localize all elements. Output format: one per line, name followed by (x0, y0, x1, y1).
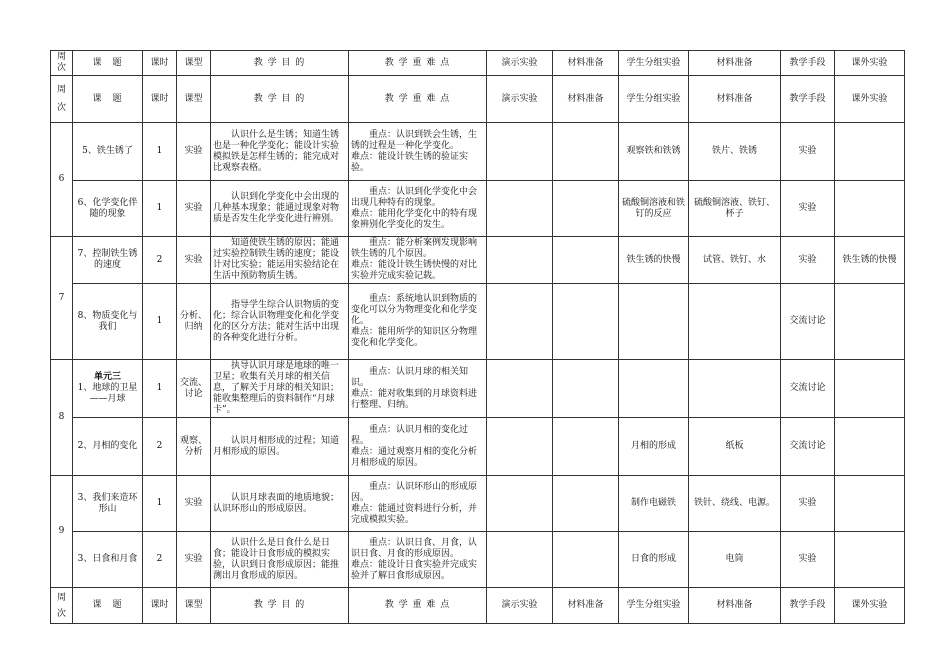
hours-cell: 2 (143, 532, 177, 588)
extra-cell: 铁生锈的快慢 (835, 237, 905, 284)
header-material2: 材料准备 (689, 76, 781, 123)
topic-cell: 5、铁生锈了 (73, 123, 143, 181)
goal-cell: 认识到化学变化中会出现的几种基本现象；能通过现象对物质是否发生化学变化进行辨别。 (211, 181, 349, 237)
demo-cell (487, 532, 553, 588)
header-material2: 材料准备 (689, 51, 781, 76)
topic-cell: 2、月相的变化 (73, 418, 143, 476)
hours-cell: 2 (143, 237, 177, 284)
topic-text: 1、地球的卫星——月球 (77, 383, 138, 404)
demo-cell (487, 360, 553, 418)
group-cell: 观察铁和铁锈 (619, 123, 689, 181)
hours-cell: 1 (143, 284, 177, 360)
extra-cell (835, 476, 905, 532)
goal-cell: 认识什么是生锈；知道生锈也是一种化学变化；能设计实验模拟铁是怎样生锈的；能完成对比观察表格。 (211, 123, 349, 181)
footer-header-row (51, 588, 905, 624)
type-cell: 分析、归纳 (177, 284, 211, 360)
topic-cell: 3、日食和月食 (73, 532, 143, 588)
header-topic: 课 题 (73, 76, 143, 123)
material-cell (553, 284, 619, 360)
material2-cell: 铁针、绕线、电源。 (689, 476, 781, 532)
goal-cell: 认识什么是日食什么是日食；能设计日食形成的模拟实验，认识到日食形成原因；能推测出月食形成的原因。 (211, 532, 349, 588)
material-cell (553, 532, 619, 588)
group-cell: 日食的形成 (619, 532, 689, 588)
extra-cell (835, 181, 905, 237)
header-type: 课型 (177, 51, 211, 76)
goal-cell: 指导学生综合认识物质的变化；综合认识物理变化和化学变化的区分方法；能对生活中出现的各种变化进行分析。 (211, 284, 349, 360)
header-goal: 教 学 目 的 (211, 588, 349, 624)
material-cell (553, 418, 619, 476)
extra-cell (835, 284, 905, 360)
key-cell: 重点：能分析案例发现影响铁生锈的几个原因。 难点：能设计铁生锈快慢的对比实验并完成实验记载。 (349, 237, 487, 284)
table-row (51, 476, 905, 532)
type-cell: 实验 (177, 532, 211, 588)
header-group: 学生分组实验 (619, 76, 689, 123)
hours-cell: 1 (143, 181, 177, 237)
material2-cell (689, 284, 781, 360)
header-demo: 演示实验 (487, 51, 553, 76)
demo-cell (487, 284, 553, 360)
material-cell (553, 181, 619, 237)
header-topic: 课 题 (73, 51, 143, 76)
header-hours: 课时 (143, 51, 177, 76)
header-material2: 材料准备 (689, 588, 781, 624)
demo-cell (487, 123, 553, 181)
table-row (51, 360, 905, 418)
table-row (51, 418, 905, 476)
topic-cell: 6、化学变化伴随的现象 (73, 181, 143, 237)
header-week: 周 次 (51, 51, 73, 76)
goal-cell: 认识月相形成的过程；知道月相形成的原因。 (211, 418, 349, 476)
header-material: 材料准备 (553, 51, 619, 76)
header-means: 教学手段 (781, 588, 835, 624)
header-hours: 课时 (143, 76, 177, 123)
week-cell: 8 (51, 360, 73, 476)
type-cell: 观察、分析 (177, 418, 211, 476)
means-cell: 交流讨论 (781, 284, 835, 360)
header-week: 周 次 (51, 76, 73, 123)
week-cell: 6 (51, 123, 73, 237)
header-means: 教学手段 (781, 76, 835, 123)
week-cell: 7 (51, 237, 73, 360)
material-cell (553, 123, 619, 181)
material-cell (553, 237, 619, 284)
material2-cell (689, 360, 781, 418)
material2-cell: 铁片、铁锈 (689, 123, 781, 181)
type-cell: 实验 (177, 181, 211, 237)
means-cell: 实验 (781, 123, 835, 181)
type-cell: 实验 (177, 476, 211, 532)
material2-cell: 硫酸铜溶液、铁钉、杯子 (689, 181, 781, 237)
table-row (51, 123, 905, 181)
header-topic: 课 题 (73, 588, 143, 624)
header-extra: 课外实验 (835, 76, 905, 123)
table-row (51, 181, 905, 237)
header-extra: 课外实验 (835, 51, 905, 76)
group-cell: 月相的形成 (619, 418, 689, 476)
header-extra: 课外实验 (835, 588, 905, 624)
header-group: 学生分组实验 (619, 51, 689, 76)
table-row (51, 284, 905, 360)
hours-cell: 1 (143, 476, 177, 532)
key-cell: 重点：认识到铁会生锈，生锈的过程是一种化学变化。 难点：能设计铁生锈的验证实验。 (349, 123, 487, 181)
material-cell (553, 360, 619, 418)
header-row-top (51, 51, 905, 76)
demo-cell (487, 476, 553, 532)
hours-cell: 1 (143, 360, 177, 418)
extra-cell (835, 418, 905, 476)
demo-cell (487, 418, 553, 476)
header-demo: 演示实验 (487, 76, 553, 123)
header-week: 周 次 (51, 588, 73, 624)
topic-cell: 7、控制铁生锈的速度 (73, 237, 143, 284)
extra-cell (835, 360, 905, 418)
goal-cell: 知道使铁生锈的原因；能通过实验控制铁生锈的速度；能设计对比实验；能运用实验结论在生活中预防物质生锈。 (211, 237, 349, 284)
hours-cell: 2 (143, 418, 177, 476)
header-row (51, 76, 905, 123)
material2-cell: 电筒 (689, 532, 781, 588)
type-cell: 交流、讨论 (177, 360, 211, 418)
demo-cell (487, 181, 553, 237)
extra-cell (835, 532, 905, 588)
header-means: 教学手段 (781, 51, 835, 76)
extra-cell (835, 123, 905, 181)
header-key: 教 学 重 难 点 (349, 76, 487, 123)
means-cell: 实验 (781, 532, 835, 588)
group-cell (619, 360, 689, 418)
unit-title: 单元三 (93, 372, 121, 382)
material-cell (553, 476, 619, 532)
type-cell: 实验 (177, 237, 211, 284)
goal-cell: 认识月球表面的地质地貌；认识环形山的形成原因。 (211, 476, 349, 532)
means-cell: 实验 (781, 237, 835, 284)
header-key: 教 学 重 难 点 (349, 588, 487, 624)
goal-cell: 执导认识月球是地球的唯一卫星；收集有关月球的相关信息，了解关于月球的相关知识；能收集整理后的资料制作“月球卡”。 (211, 360, 349, 418)
key-cell: 重点：认识日食、月食，认识日食、月食的形成原因。 难点：能设计日食实验并完成实验并了解日食形成原因。 (349, 532, 487, 588)
key-cell: 重点：认识到化学变化中会出现几种特有的现象。 难点：能用化学变化中的特有现象辨别化学变化的发生。 (349, 181, 487, 237)
header-group: 学生分组实验 (619, 588, 689, 624)
material2-cell: 纸板 (689, 418, 781, 476)
group-cell: 制作电磁铁 (619, 476, 689, 532)
means-cell: 实验 (781, 476, 835, 532)
week-cell: 9 (51, 476, 73, 588)
demo-cell (487, 237, 553, 284)
means-cell: 实验 (781, 181, 835, 237)
type-cell: 实验 (177, 123, 211, 181)
header-material: 材料准备 (553, 588, 619, 624)
group-cell: 硫酸铜溶液和铁钉的反应 (619, 181, 689, 237)
means-cell: 交流讨论 (781, 360, 835, 418)
key-cell: 重点：认识月球的相关知识。 难点：能对收集到的月球资料进行整理、归纳。 (349, 360, 487, 418)
header-goal: 教 学 目 的 (211, 51, 349, 76)
means-cell: 交流讨论 (781, 418, 835, 476)
header-material: 材料准备 (553, 76, 619, 123)
header-type: 课型 (177, 588, 211, 624)
key-cell: 重点：系统地认识到物质的变化可以分为物理变化和化学变化。 难点：能用所学的知识区分物理变化和化学变化。 (349, 284, 487, 360)
header-goal: 教 学 目 的 (211, 76, 349, 123)
table-row (51, 237, 905, 284)
topic-cell: 8、物质变化与我们 (73, 284, 143, 360)
key-cell: 重点：认识环形山的形成原因。 难点：能通过资料进行分析，并完成模拟实验。 (349, 476, 487, 532)
key-cell: 重点：认识月相的变化过程。 难点：通过观察月相的变化分析月相形成的原因。 (349, 418, 487, 476)
topic-cell: 3、我们来造环形山 (73, 476, 143, 532)
material2-cell: 试管、铁钉、水 (689, 237, 781, 284)
header-type: 课型 (177, 76, 211, 123)
lesson-plan-table (50, 50, 905, 624)
table-row (51, 532, 905, 588)
group-cell (619, 284, 689, 360)
group-cell: 铁生锈的快慢 (619, 237, 689, 284)
lesson-plan-sheet (50, 50, 905, 624)
header-hours: 课时 (143, 588, 177, 624)
header-key: 教 学 重 难 点 (349, 51, 487, 76)
hours-cell: 1 (143, 123, 177, 181)
topic-cell (73, 360, 143, 418)
header-demo: 演示实验 (487, 588, 553, 624)
